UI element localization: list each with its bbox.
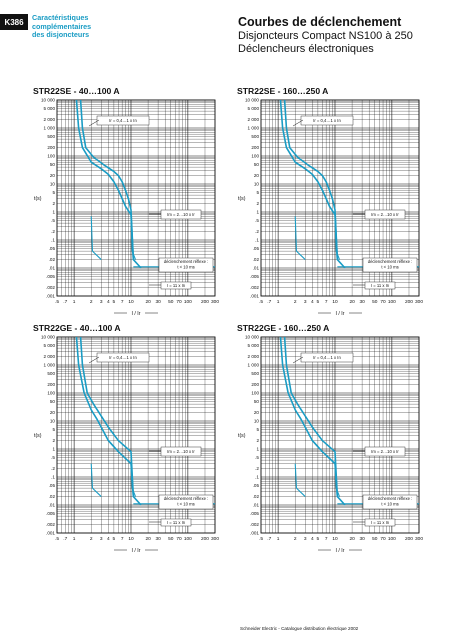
x-tick-label: 4 — [311, 300, 314, 305]
y-tick-label: .05 — [48, 245, 55, 251]
x-tick-label: 20 — [349, 537, 355, 542]
y-tick-label: 5 000 — [247, 342, 259, 348]
y-tick-label: 2 — [52, 438, 55, 444]
x-tick-label: 10 — [128, 300, 134, 305]
y-tick-label: 20 — [253, 173, 259, 179]
x-axis-label: I / Ir — [335, 548, 345, 554]
y-tick-label: 1 — [256, 209, 259, 215]
y-tick-label: .2 — [51, 229, 55, 235]
x-tick-label: 20 — [145, 300, 151, 305]
y-tick-label: 1 000 — [247, 125, 259, 131]
annotation-im — [353, 447, 405, 456]
x-tick-label: 4 — [107, 300, 110, 305]
annotation-im — [149, 447, 201, 456]
y-tick-label: 10 — [253, 181, 259, 187]
y-tick-label: 1 000 — [43, 362, 55, 368]
x-tick-label: 4 — [107, 537, 110, 542]
x-tick-label: 1 — [276, 537, 280, 542]
annotation-reflex — [159, 258, 213, 272]
annotation-reflex-text: t < 10 ms — [177, 501, 195, 507]
y-tick-label: .1 — [255, 474, 259, 480]
chart-title: STR22GE - 40…100 A — [33, 323, 121, 333]
x-tick-label: .5 — [258, 537, 264, 542]
x-tick-label: 7 — [324, 537, 328, 542]
y-tick-label: .5 — [255, 454, 259, 460]
y-tick-label: .001 — [250, 293, 259, 299]
x-tick-label: 70 — [176, 537, 182, 542]
y-tick-label: 200 — [251, 382, 259, 388]
annotation-reflex-text: t < 10 ms — [177, 264, 195, 270]
x-tick-label: 7 — [324, 300, 328, 305]
x-tick-label: 20 — [349, 300, 355, 305]
annotation-ir-text: Ir = 0,4…1 x In — [109, 118, 137, 124]
y-tick-label: 5 000 — [43, 342, 55, 348]
x-tick-label: 200 — [404, 537, 413, 542]
x-tick-label: 7 — [120, 300, 124, 305]
annotation-ir — [89, 353, 149, 363]
page-number-tag: K386 — [0, 14, 28, 30]
x-tick-label: 1 — [72, 537, 76, 542]
y-tick-label: 10 — [49, 181, 55, 187]
section-heading — [32, 14, 142, 40]
trip-curve-chart — [33, 335, 233, 561]
y-tick-label: .02 — [252, 257, 259, 263]
x-tick-label: 20 — [145, 537, 151, 542]
x-axis-label: I / Ir — [131, 548, 141, 554]
y-tick-label: 20 — [49, 173, 55, 179]
y-tick-label: .1 — [51, 474, 55, 480]
x-tick-label: 3 — [303, 300, 307, 305]
y-tick-label: .2 — [255, 466, 259, 472]
annotation-reflex — [159, 495, 213, 509]
x-tick-label: 2 — [293, 537, 297, 542]
y-tick-label: 5 — [52, 189, 55, 195]
page-footer: Schneider Electric - Catalogue distribution électrique 2002 — [240, 626, 359, 631]
annotation-im — [353, 210, 405, 219]
y-tick-label: 10 000 — [40, 97, 55, 103]
y-tick-label: 10 — [253, 418, 259, 424]
annotation-instant — [149, 519, 191, 526]
y-tick-label: .001 — [250, 530, 259, 536]
trip-curve-chart — [33, 98, 233, 324]
y-tick-label: .01 — [48, 265, 55, 271]
y-tick-label: .2 — [51, 466, 55, 472]
x-tick-label: 1 — [72, 300, 76, 305]
chart-str22ge-160-250 — [237, 323, 437, 561]
section-line-1: Caractéristiques — [32, 13, 89, 22]
annotation-instant — [149, 282, 191, 289]
x-tick-label: 10 — [128, 537, 134, 542]
x-tick-label: 4 — [311, 537, 314, 542]
x-tick-label: 5 — [112, 537, 116, 542]
y-tick-label: 5 — [52, 426, 55, 432]
chart-str22se-40-100 — [33, 86, 233, 324]
y-tick-label: .5 — [51, 454, 55, 460]
x-tick-label: 2 — [89, 537, 93, 542]
y-tick-label: 2 000 — [43, 117, 55, 123]
y-tick-label: .1 — [51, 237, 55, 243]
x-tick-label: 100 — [387, 537, 396, 542]
y-axis-label: t(s) — [238, 196, 246, 202]
x-tick-label: 200 — [404, 300, 413, 305]
y-tick-label: .005 — [46, 510, 55, 516]
x-tick-label: 200 — [200, 537, 209, 542]
x-tick-label: 100 — [183, 537, 192, 542]
x-tick-label: .5 — [258, 300, 264, 305]
section-line-3: des disjoncteurs — [32, 30, 90, 39]
annotation-ir — [89, 116, 149, 126]
x-tick-label: 50 — [372, 537, 378, 542]
y-tick-label: 1 — [52, 446, 55, 452]
x-tick-label: 10 — [332, 537, 338, 542]
y-tick-label: 200 — [47, 382, 55, 388]
trip-curve-4 — [131, 216, 136, 259]
y-tick-label: .02 — [48, 494, 55, 500]
y-tick-label: 2 — [256, 201, 259, 207]
y-tick-label: .02 — [48, 257, 55, 263]
chart-title: STR22SE - 160…250 A — [237, 86, 329, 96]
y-tick-label: 20 — [253, 410, 259, 416]
x-tick-label: .7 — [267, 300, 272, 305]
y-tick-label: 5 — [256, 189, 259, 195]
y-tick-label: .005 — [250, 273, 259, 279]
trip-curve-chart — [237, 335, 437, 561]
y-tick-label: .02 — [252, 494, 259, 500]
chart-str22se-160-250 — [237, 86, 437, 324]
x-tick-label: 70 — [380, 300, 386, 305]
x-tick-label: 70 — [380, 537, 386, 542]
annotation-reflex-text: t < 10 ms — [381, 264, 399, 270]
x-tick-label: 100 — [387, 300, 396, 305]
annotation-reflex-text: t < 10 ms — [381, 501, 399, 507]
y-tick-label: 1 — [256, 446, 259, 452]
x-tick-label: 70 — [176, 300, 182, 305]
y-tick-label: .05 — [48, 482, 55, 488]
y-tick-label: 50 — [49, 398, 55, 404]
annotation-im-text: Im = 2…10 x Ir — [167, 449, 195, 455]
x-tick-label: 3 — [99, 300, 103, 305]
x-tick-label: 300 — [414, 537, 424, 542]
y-tick-label: 50 — [253, 398, 259, 404]
y-tick-label: .2 — [255, 229, 259, 235]
trip-curve-3 — [91, 216, 101, 259]
y-tick-label: 100 — [251, 153, 259, 159]
y-tick-label: 500 — [47, 370, 55, 376]
x-axis-label: I / Ir — [131, 311, 141, 317]
y-tick-label: .01 — [252, 265, 259, 271]
y-tick-label: 5 — [256, 426, 259, 432]
x-tick-label: 1 — [276, 300, 280, 305]
y-axis-label: t(s) — [238, 433, 246, 439]
y-tick-label: 5 000 — [247, 105, 259, 111]
trip-curve-4 — [335, 216, 340, 259]
x-tick-label: 30 — [359, 300, 365, 305]
y-tick-label: 20 — [49, 410, 55, 416]
chart-title: STR22GE - 160…250 A — [237, 323, 330, 333]
x-tick-label: 3 — [99, 537, 103, 542]
y-tick-label: 200 — [47, 145, 55, 151]
annotation-ir-text: Ir = 0,4…1 x In — [313, 118, 341, 124]
y-axis-label: t(s) — [34, 433, 42, 439]
x-tick-label: 10 — [332, 300, 338, 305]
x-tick-label: 50 — [168, 537, 174, 542]
page-subtitle — [238, 30, 413, 56]
y-tick-label: 10 000 — [40, 334, 55, 340]
annotation-im-text: Im = 2…10 x Ir — [371, 449, 399, 455]
x-tick-label: 300 — [210, 537, 220, 542]
x-tick-label: .5 — [54, 300, 60, 305]
x-axis-label: I / Ir — [335, 311, 345, 317]
x-tick-label: 5 — [316, 300, 320, 305]
annotation-im-text: Im = 2…10 x Ir — [167, 212, 195, 218]
y-tick-label: 100 — [47, 153, 55, 159]
y-tick-label: .01 — [48, 502, 55, 508]
subtitle-line-2: Déclencheurs électroniques — [238, 43, 374, 55]
y-tick-label: 50 — [253, 161, 259, 167]
y-tick-label: .5 — [255, 217, 259, 223]
y-tick-label: .002 — [250, 285, 259, 291]
y-tick-label: 2 — [52, 201, 55, 207]
x-tick-label: .5 — [54, 537, 60, 542]
y-tick-label: .002 — [46, 522, 55, 528]
x-tick-label: 200 — [200, 300, 209, 305]
annotation-reflex-text: déclenchement réflexe : — [367, 259, 413, 264]
y-tick-label: 10 000 — [244, 97, 259, 103]
y-tick-label: 100 — [251, 390, 259, 396]
annotation-reflex-text: déclenchement réflexe : — [367, 496, 413, 501]
annotation-instant-text: I = 11 x In — [166, 283, 186, 289]
annotation-reflex — [363, 258, 417, 272]
y-tick-label: 10 — [49, 418, 55, 424]
annotation-im — [149, 210, 201, 219]
y-tick-label: 1 000 — [247, 362, 259, 368]
subtitle-line-1: Disjoncteurs Compact NS100 à 250 — [238, 30, 413, 42]
y-tick-label: 2 — [256, 438, 259, 444]
page-title: Courbes de déclenchement — [238, 15, 402, 29]
chart-str22ge-40-100 — [33, 323, 233, 561]
y-tick-label: .005 — [250, 510, 259, 516]
x-tick-label: 3 — [303, 537, 307, 542]
y-tick-label: 500 — [251, 133, 259, 139]
y-tick-label: 2 000 — [43, 354, 55, 360]
x-tick-label: 50 — [168, 300, 174, 305]
y-tick-label: .001 — [46, 530, 55, 536]
annotation-instant-text: I = 11 x In — [370, 283, 390, 289]
x-tick-label: .7 — [267, 537, 272, 542]
y-tick-label: 200 — [251, 145, 259, 151]
y-tick-label: 2 000 — [247, 117, 259, 123]
annotation-im-text: Im = 2…10 x Ir — [371, 212, 399, 218]
y-tick-label: .5 — [51, 217, 55, 223]
y-tick-label: 10 000 — [244, 334, 259, 340]
x-tick-label: 50 — [372, 300, 378, 305]
y-tick-label: .002 — [250, 522, 259, 528]
annotation-instant-text: I = 11 x In — [370, 520, 390, 526]
y-tick-label: .002 — [46, 285, 55, 291]
annotation-ir-text: Ir = 0,4…1 x In — [313, 355, 341, 361]
y-tick-label: 100 — [47, 390, 55, 396]
y-tick-label: 5 000 — [43, 105, 55, 111]
x-tick-label: 7 — [120, 537, 124, 542]
y-tick-label: .001 — [46, 293, 55, 299]
x-tick-label: 5 — [112, 300, 116, 305]
x-tick-label: 300 — [210, 300, 220, 305]
y-tick-label: 50 — [49, 161, 55, 167]
annotation-instant-text: I = 11 x In — [166, 520, 186, 526]
x-tick-label: 2 — [293, 300, 297, 305]
trip-curve-3 — [295, 216, 305, 259]
annotation-ir — [293, 116, 353, 126]
y-tick-label: 2 000 — [247, 354, 259, 360]
x-tick-label: 30 — [359, 537, 365, 542]
x-tick-label: .7 — [63, 537, 68, 542]
annotation-ir-text: Ir = 0,4…1 x In — [109, 355, 137, 361]
x-tick-label: 300 — [414, 300, 424, 305]
annotation-ir — [293, 353, 353, 363]
x-tick-label: 5 — [316, 537, 320, 542]
x-tick-label: 100 — [183, 300, 192, 305]
annotation-reflex-text: déclenchement réflexe : — [163, 259, 209, 264]
trip-curve-chart — [237, 98, 437, 324]
annotation-instant — [353, 282, 395, 289]
x-tick-label: 30 — [155, 300, 161, 305]
y-tick-label: 1 — [52, 209, 55, 215]
chart-title: STR22SE - 40…100 A — [33, 86, 120, 96]
y-tick-label: .1 — [255, 237, 259, 243]
y-tick-label: .005 — [46, 273, 55, 279]
annotation-reflex-text: déclenchement réflexe : — [163, 496, 209, 501]
annotation-reflex — [363, 495, 417, 509]
y-tick-label: .05 — [252, 245, 259, 251]
y-tick-label: .05 — [252, 482, 259, 488]
y-tick-label: .01 — [252, 502, 259, 508]
section-line-2: complémentaires — [32, 21, 92, 31]
y-tick-label: 1 000 — [43, 125, 55, 131]
y-tick-label: 500 — [47, 133, 55, 139]
x-tick-label: 30 — [155, 537, 161, 542]
y-axis-label: t(s) — [34, 196, 42, 202]
x-tick-label: .7 — [63, 300, 68, 305]
y-tick-label: 500 — [251, 370, 259, 376]
annotation-instant — [353, 519, 395, 526]
x-tick-label: 2 — [89, 300, 93, 305]
